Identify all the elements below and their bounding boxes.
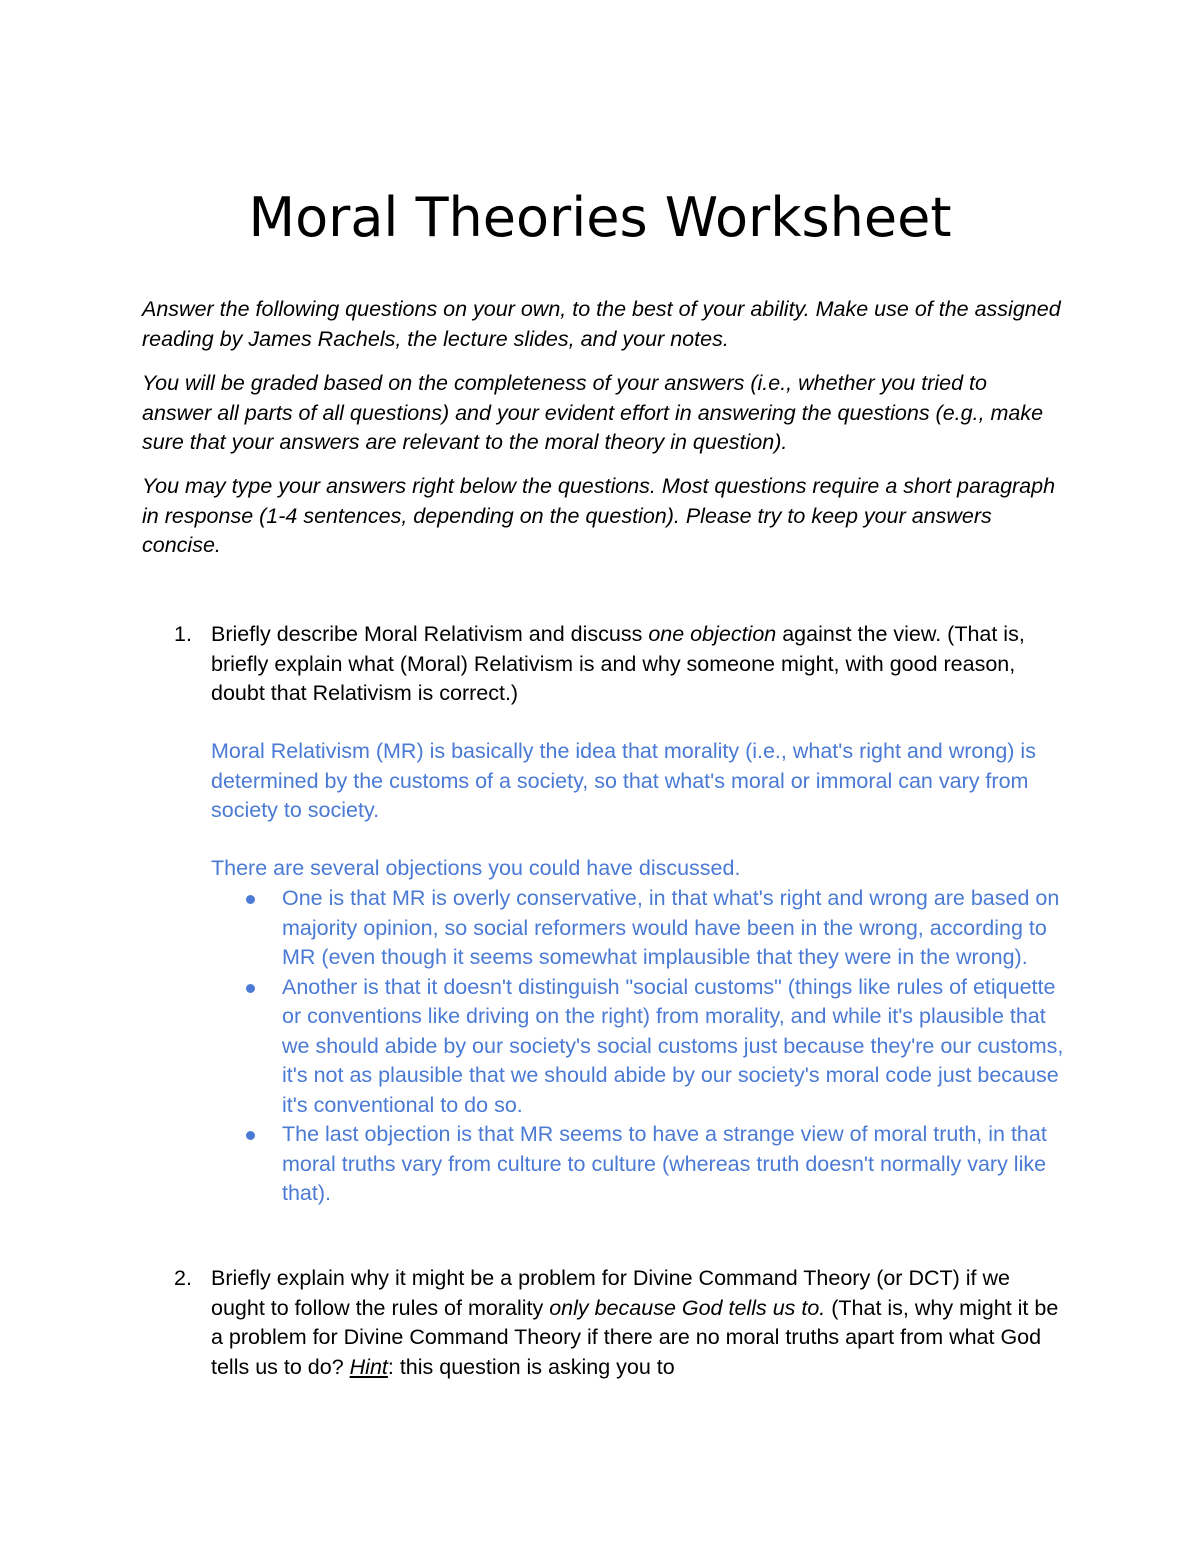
list-item [211,1120,1071,1209]
hint-label: Hint [349,1354,388,1379]
bullet-icon [246,984,255,993]
instructions-paragraph-2: You will be graded based on the completeness of your answers (i.e., whether you tried to answer all parts of all questions) and your evident effort in answering the questions (e.g., make sure that your answers are relevant to the moral theory in question). [142,371,1044,454]
question-text-emphasis: only because God tells us to. [549,1295,826,1320]
question-number: 1. [174,622,192,646]
list-item [211,973,1071,1121]
page-title: Moral Theories Worksheet [248,186,952,249]
question-text-part: (That is, why might it be a problem for Divine Command Theory if there are no moral truths apart from what God tells us to do? [211,1295,1059,1379]
question-text-part: Briefly explain why it might be a problem for Divine Command Theory (or DCT) if we ought to follow the rules of morality [211,1266,1010,1320]
question-number: 2. [174,1266,192,1290]
bullet-text: One is that MR is overly conservative, in that what's right and wrong are based on majority opinion, so social reformers would have been in the wrong, according to MR (even though it seems somewhat implausible that they were in the wrong). [282,886,1060,969]
question-text-part: : this question is asking you to [387,1354,675,1379]
instructions-paragraph-3: You may type your answers right below the questions. Most questions require a short paragraph in response (1-4 sentences, depending on the question). Please try to keep your answers concise. [142,474,1056,557]
instructions-paragraph-1: Answer the following questions on your own, to the best of your ability. Make use of the assigned reading by James Rachels, the lecture slides, and your notes. [142,297,1061,351]
bullet-icon [246,1131,255,1140]
bullet-text: Another is that it doesn't distinguish "social customs" (things like rules of etiquette or conventions like driving on the right) from morality, and while it's plausible that we should abide by our society's social customs just because they're our customs, it's not as plausible that we should abide by our society's moral code just because it's conventional to do so. [282,974,1064,1117]
list-item [211,884,1071,973]
bullet-icon [246,895,255,904]
question-text-part: Briefly describe Moral Relativism and discuss [211,622,649,646]
bullet-text: The last objection is that MR seems to have a strange view of moral truth, in that moral truths vary from culture to culture (whereas truth doesn't normally vary like that). [282,1122,1047,1205]
question-text-part: against the view. (That is, briefly explain what (Moral) Relativism is and why someone might, with good reason, doubt that Relativism is correct.) [211,622,1025,705]
question-text [211,1264,1061,1382]
answer-paragraph-2: There are several objections you could have discussed. [211,856,741,880]
question-text [211,620,1061,709]
answer-paragraph-1: Moral Relativism (MR) is basically the idea that morality (i.e., what's right and wrong) is determined by the customs of a society, so that what's moral or immoral can vary from society to society. [211,739,1036,822]
question-text-emphasis: one objection [648,622,777,646]
answer-bullet-list [211,884,1071,1209]
